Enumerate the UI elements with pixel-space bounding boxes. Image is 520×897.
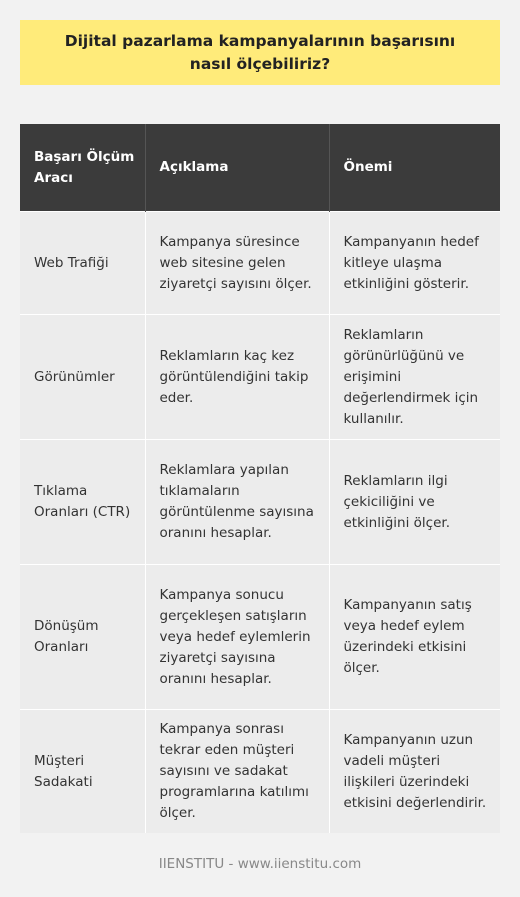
cell-importance: Kampanyanın uzun vadeli müşteri ilişkileri üzerindeki etkisini değerlendirir.: [329, 710, 500, 834]
table-row: [20, 565, 500, 710]
cell-tool: Dönüşüm Oranları: [20, 565, 145, 710]
cell-description: Kampanya sonrası tekrar eden müşteri sayısını ve sadakat programlarına katılımı ölçer.: [145, 710, 329, 834]
cell-tool: Web Trafiği: [20, 212, 145, 315]
header-cell-tool: Başarı Ölçüm Aracı: [20, 124, 145, 212]
cell-tool: Müşteri Sadakati: [20, 710, 145, 834]
cell-tool: Tıklama Oranları (CTR): [20, 440, 145, 565]
table-row: [20, 212, 500, 315]
cell-description: Reklamların kaç kez görüntülendiğini takip eder.: [145, 315, 329, 440]
cell-description: Kampanya sonucu gerçekleşen satışların veya hedef eylemlerin ziyaretçi sayısına oranını hesaplar.: [145, 565, 329, 710]
table-row: [20, 440, 500, 565]
page-title: Dijital pazarlama kampanyalarının başarısını nasıl ölçebiliriz?: [64, 31, 456, 73]
footer-credit: IIENSTITU - www.iienstitu.com: [158, 856, 362, 872]
cell-importance: Kampanyanın satış veya hedef eylem üzerindeki etkisini ölçer.: [329, 565, 500, 710]
table-row: [20, 710, 500, 834]
header-cell-importance: Önemi: [329, 124, 500, 212]
cell-description: Reklamlara yapılan tıklamaların görüntülenme sayısına oranını hesaplar.: [145, 440, 329, 565]
table-row: [20, 315, 500, 440]
cell-importance: Kampanyanın hedef kitleye ulaşma etkinliğini gösterir.: [329, 212, 500, 315]
title-banner: [20, 20, 500, 85]
cell-description: Kampanya süresince web sitesine gelen ziyaretçi sayısını ölçer.: [145, 212, 329, 315]
cell-importance: Reklamların ilgi çekiciliğini ve etkinliğini ölçer.: [329, 440, 500, 565]
cell-tool: Görünümler: [20, 315, 145, 440]
cell-importance: Reklamların görünürlüğünü ve erişimini değerlendirmek için kullanılır.: [329, 315, 500, 440]
table-header-row: [20, 124, 500, 212]
header-cell-description: Açıklama: [145, 124, 329, 212]
metrics-table: [20, 124, 500, 833]
